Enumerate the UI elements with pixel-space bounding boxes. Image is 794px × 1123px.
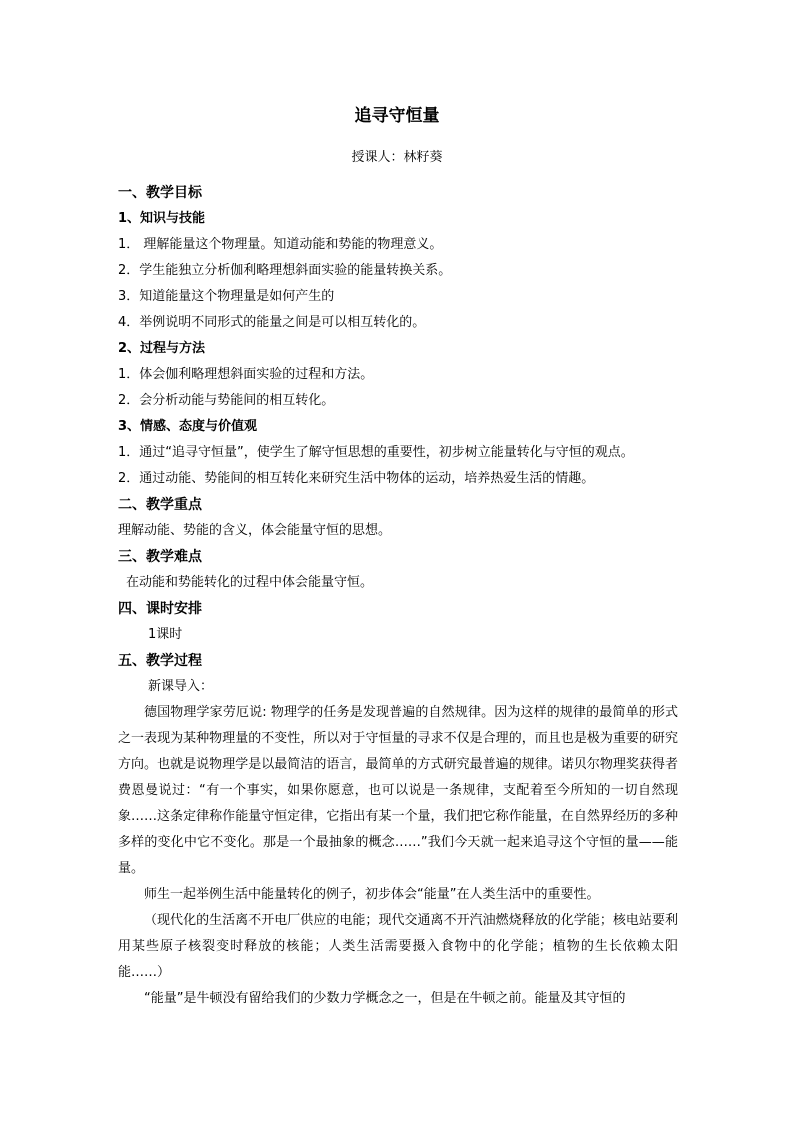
list-item: 2．通过动能、势能间的相互转化来研究生活中物体的运动，培养热爱生活的情趣。 [118,471,595,486]
list-item: 1．体会伽利略理想斜面实验的过程和方法。 [118,367,374,382]
key-points-text: 理解动能、势能的含义，体会能量守恒的思想。 [118,523,392,538]
schedule-text: 1课时 [148,627,183,642]
paragraph: 师生一起举例生活中能量转化的例子，初步体会“能量”在人类生活中的重要性。 [144,887,600,902]
paragraph: “能量”是牛顿没有留给我们的少数力学概念之一，但是在牛顿之前。能量及其守恒的 [144,991,626,1006]
author-line: 授课人：林籽葵 [351,150,443,165]
list-item: 3．知道能量这个物理量是如何产生的 [118,289,335,304]
subheading-emotion-values: 3、情感、态度与价值观 [118,419,258,434]
document-title: 追寻守恒量 [354,106,440,126]
intro-label: 新课导入： [148,679,214,694]
section-heading-key-points: 二、教学重点 [118,497,202,513]
list-item: 4．举例说明不同形式的能量之间是可以相互转化的。 [118,315,426,330]
section-heading-process: 五、教学过程 [118,653,202,669]
subheading-knowledge-skills: 1、知识与技能 [118,211,206,226]
list-item: 1．通过“追寻守恒量”，使学生了解守恒思想的重要性，初步树立能量转化与守恒的观点。 [118,445,634,460]
list-item: 2．学生能独立分析伽利略理想斜面实验的能量转换关系。 [118,263,452,278]
paragraph: （现代化的生活离不开电厂供应的电能；现代交通离不开汽油燃烧释放的化学能；核电站要利用某些原子核裂变时释放的核能；人类生活需要摄入食物中的化学能；植物的生长依赖太阳能……） [118,913,678,980]
section-heading-objectives: 一、教学目标 [118,185,202,201]
section-heading-difficulties: 三、教学难点 [118,549,202,565]
difficulties-text: 在动能和势能转化的过程中体会能量守恒。 [126,575,374,590]
document-body [118,180,678,1012]
list-item: 1． 理解能量这个物理量。知道动能和势能的物理意义。 [118,237,443,252]
list-item: 2．会分析动能与势能间的相互转化。 [118,393,335,408]
paragraph: 德国物理学家劳厄说: 物理学的任务是发现普遍的自然规律。因为这样的规律的最简单的形式之一表现为某种物理量的不变性，所以对于守恒量的寻求不仅是合理的，而且也是极为重要的研究方向。也就是说物理学是以最简洁的语言，最简单的方式研究最普遍的规律。诺贝尔物理奖获得者费恩曼说过：“有一个事实，如果你愿意，也可以说是一条规律，支配着至今所知的一切自然现象……这条定律称作能量守恒定律，它指出有某一个量，我们把它称作能量，在自然界经历的多种多样的变化中它不变化。那是一个最抽象的概念……”我们今天就一起来追寻这个守恒的量——能量。 [118,705,678,876]
subheading-process-method: 2、过程与方法 [118,341,206,356]
section-heading-schedule: 四、课时安排 [118,601,202,617]
